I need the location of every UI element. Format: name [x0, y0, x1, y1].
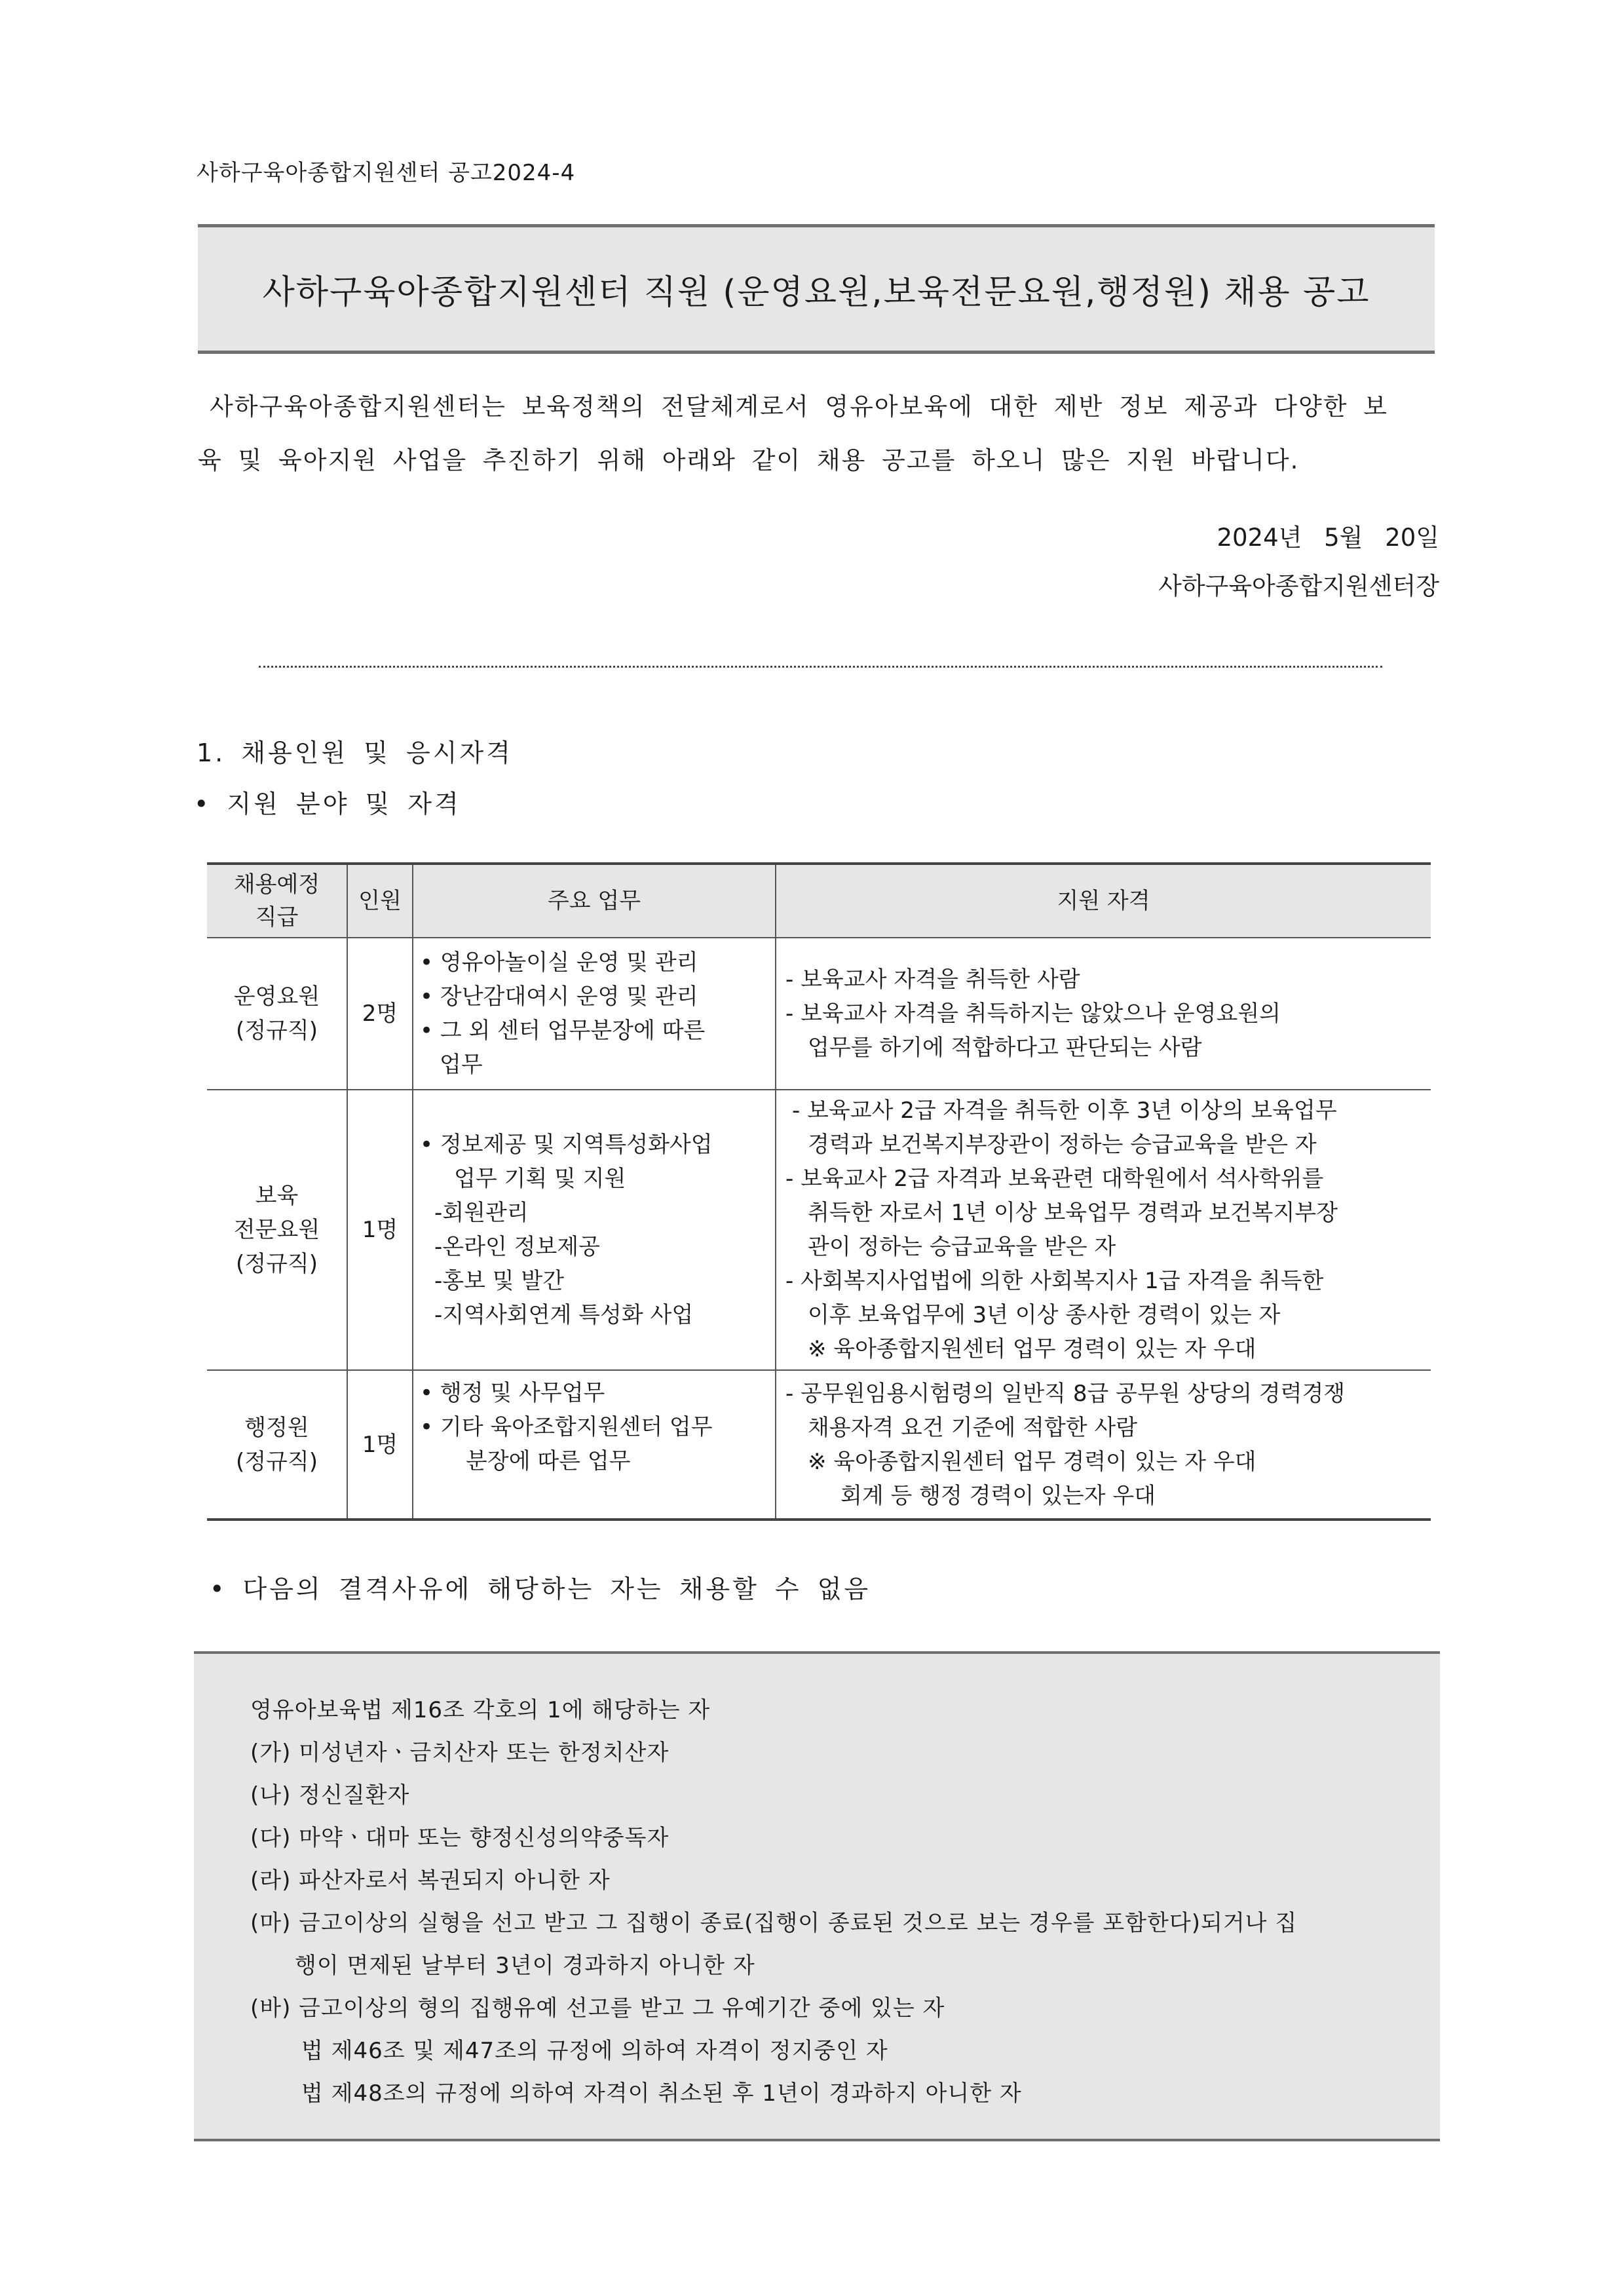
table-row — [207, 1370, 1431, 1520]
list-item: (가) 미성년자ㆍ금치산자 또는 한정치산자 — [250, 1740, 670, 1766]
qualifications-cell: - 공무원임용시험령의 일반직 8급 공무원 상당의 경력경쟁 채용자격 요건 기준에 적합한 사람 ※ 육아종합지원센터 업무 경력이 있는 자 우대 회계 등 행정 경력이 있는자 우대 — [776, 1370, 1431, 1520]
list-item: (바) 금고이상의 형의 집행유예 선고를 받고 그 유예기간 중에 있는 자 — [250, 1995, 945, 2021]
section-heading: 1. 채용인원 및 응시자격 — [197, 738, 513, 767]
duties-cell: • 정보제공 및 지역특성화사업 업무 기획 및 지원 -회원관리 -온라인 정보제공 -홍보 및 발간 -지역사회연계 특성화 사업 — [413, 1090, 776, 1370]
title-box — [198, 224, 1435, 354]
intro-line: 사하구육아종합지원센터는 보육정책의 전달체계로서 영유아보육에 대한 제반 정보 제공과 다양한 보 — [210, 392, 1389, 421]
duties-cell: • 영유아놀이실 운영 및 관리 • 장난감대여시 운영 및 관리 • 그 외 센터 업무분장에 따른 업무 — [413, 938, 776, 1090]
list-item: (마) 금고이상의 실형을 선고 받고 그 집행이 종료(집행이 종료된 것으로 보는 경우를 포함한다)되거나 집 — [250, 1910, 1298, 1936]
qualifications-cell: - 보육교사 자격을 취득한 사람 - 보육교사 자격을 취득하지는 않았으나 운영요원의 업무를 하기에 적합하다고 판단되는 사람 — [776, 938, 1431, 1090]
list-item: (라) 파산자로서 복권되지 아니한 자 — [250, 1867, 611, 1894]
table-row — [207, 938, 1431, 1090]
header-qualifications: 지원 자격 — [776, 864, 1431, 938]
table-row — [207, 1090, 1431, 1370]
count-cell: 1명 — [347, 1370, 413, 1520]
list-item: 법 제48조의 규정에 의하여 자격이 취소된 후 1년이 경과하지 아니한 자 — [301, 2080, 1022, 2107]
position-cell: 보육 전문요원 (정규직) — [207, 1090, 347, 1370]
list-item: 행이 면제된 날부터 3년이 경과하지 아니한 자 — [295, 1953, 755, 1979]
count-cell: 1명 — [347, 1090, 413, 1370]
dotted-divider — [259, 666, 1382, 668]
list-item: 영유아보육법 제16조 각호의 1에 해당하는 자 — [250, 1697, 711, 1723]
announcement-date: 2024년 5월 20일 — [1217, 524, 1439, 552]
disqualification-heading: • 다음의 결격사유에 해당하는 자는 채용할 수 없음 — [210, 1575, 871, 1603]
count-cell: 2명 — [347, 938, 413, 1090]
section-subheading: • 지원 분야 및 자격 — [194, 790, 461, 818]
issuer-name: 사하구육아종합지원센터장 — [1158, 572, 1439, 600]
disqualification-list — [250, 1689, 1416, 2115]
intro-line: 육 및 육아지원 사업을 추진하기 위해 아래와 같이 채용 공고를 하오니 많은 지원 바랍니다. — [198, 446, 1300, 474]
jobs-table — [207, 862, 1431, 1521]
header-position: 채용예정 직급 — [207, 864, 347, 938]
list-item: (나) 정신질환자 — [250, 1782, 410, 1808]
table-header-row — [207, 864, 1431, 938]
page-title: 사하구육아종합지원센터 직원 (운영요원,보육전문요원,행정원) 채용 공고 — [262, 273, 1370, 312]
list-item: (다) 마약ㆍ대마 또는 향정신성의약중독자 — [250, 1825, 670, 1851]
document-number: 사하구육아종합지원센터 공고2024-4 — [197, 160, 576, 186]
position-cell: 운영요원 (정규직) — [207, 938, 347, 1090]
position-cell: 행정원 (정규직) — [207, 1370, 347, 1520]
qualifications-cell: - 보육교사 2급 자격을 취득한 이후 3년 이상의 보육업무 경력과 보건복지부장관이 정하는 승급교육을 받은 자 - 보육교사 2급 자격과 보육관련 대학원에서 석사학위를 취득한 자로서 1년 이상 보육업무 경력과 보건복지부장 관이 정하는 승급교육을 받은 자 - 사회복지사업법에 의한 사회복지사 1급 자격을 취득한 이후 보육업무에 3년 이상 종사한 경력이 있는 자 ※ 육아종합지원센터 업무 경력이 있는 자 우대 — [776, 1090, 1431, 1370]
list-item: 법 제46조 및 제47조의 규정에 의하여 자격이 정지중인 자 — [301, 2038, 888, 2064]
intro-paragraph — [198, 380, 1439, 488]
disqualification-box — [194, 1651, 1440, 2141]
duties-cell: • 행정 및 사무업무 • 기타 육아조합지원센터 업무 분장에 따른 업무 — [413, 1370, 776, 1520]
header-count: 인원 — [347, 864, 413, 938]
header-duties: 주요 업무 — [413, 864, 776, 938]
